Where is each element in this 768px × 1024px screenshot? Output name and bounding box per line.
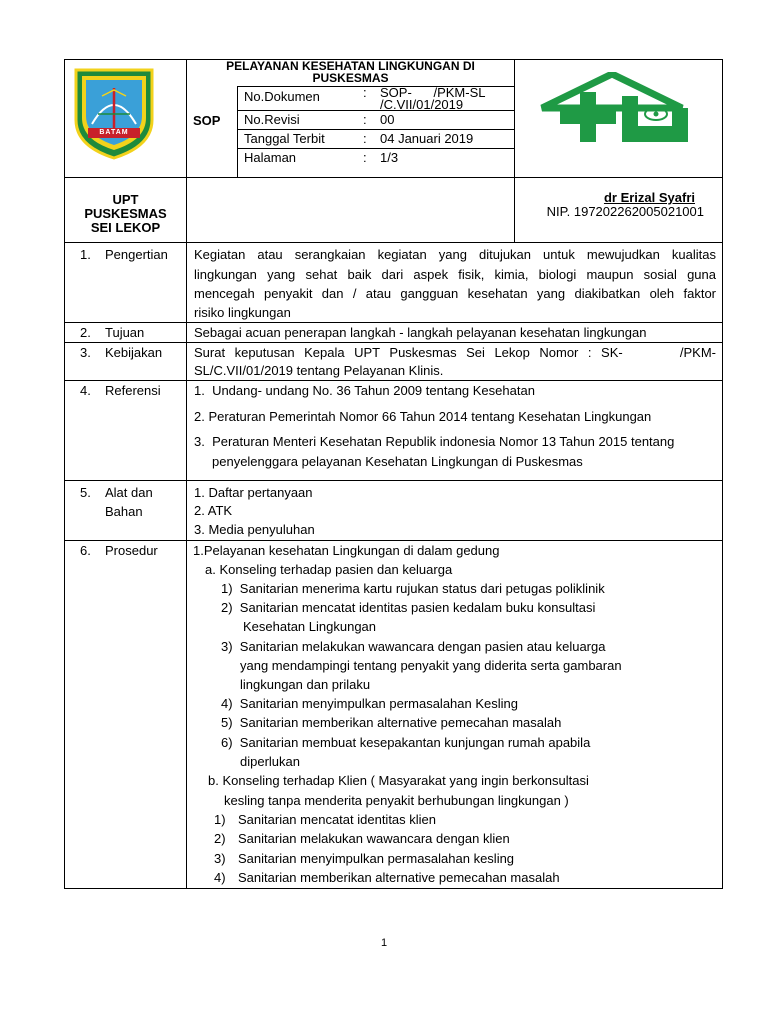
alat-item: 3. Media penyuluhan xyxy=(194,522,315,537)
prosedur-b-text: Sanitarian mencatat identitas klien xyxy=(238,812,437,827)
prosedur-step-continued: lingkungan dan prilaku xyxy=(240,677,371,692)
referensi-item: 1. Undang- undang No. 36 Tahun 2009 tentang Kesehatan xyxy=(194,383,535,398)
label-no-revisi: No.Revisi xyxy=(244,112,300,127)
unit-line3: SEI LEKOP xyxy=(90,220,161,235)
signer-name: dr Erizal Syafri xyxy=(603,190,695,205)
referensi-item: 2. Peraturan Pemerintah Nomor 66 Tahun 2014 tentang Kesehatan Lingkungan xyxy=(194,409,652,424)
label-halaman: Halaman xyxy=(244,150,297,165)
kebijakan-line1: Surat keputusan Kepala UPT Puskesmas Sei Lekop Nomor : SK- /PKM- xyxy=(194,345,716,360)
value-tanggal-terbit: 04 Januari 2019 xyxy=(380,131,474,146)
puskesmas-logo xyxy=(540,72,700,144)
prosedur-b-text: Sanitarian menyimpulkan permasalahan kesling xyxy=(238,851,515,866)
document-title-line2: PUSKESMAS xyxy=(312,71,389,85)
alat-item: 1. Daftar pertanyaan xyxy=(194,485,313,500)
label-tanggal-terbit: Tanggal Terbit xyxy=(244,131,325,146)
section-label: Referensi xyxy=(105,383,161,398)
signer-nip: NIP. 197202262005021001 xyxy=(546,204,704,219)
batam-logo xyxy=(72,66,156,160)
logo-text: BATAM xyxy=(99,129,129,136)
section-num: 1. xyxy=(80,247,91,262)
prosedur-sub-b: b. Konseling terhadap Klien ( Masyarakat yang ingin berkonsultasi xyxy=(208,773,589,788)
section-label: Pengertian xyxy=(105,247,168,262)
section-label: Alat dan xyxy=(105,485,153,500)
section-num: 3. xyxy=(80,345,91,360)
prosedur-step: 2) Sanitarian mencatat identitas pasien kedalam buku konsultasi xyxy=(221,600,596,615)
pengertian-line: lingkungan yang sehat baik dari aspek fisik, kimia, biologi maupun sosial guna xyxy=(194,267,716,282)
prosedur-b-num: 4) xyxy=(214,870,226,885)
section-label: Bahan xyxy=(105,504,143,519)
pengertian-line: risiko lingkungan xyxy=(194,305,291,320)
prosedur-b-text: Sanitarian melakukan wawancara dengan klien xyxy=(238,831,510,846)
document-title-line1: PELAYANAN KESEHATAN LINGKUNGAN DI xyxy=(226,59,475,73)
section-num: 5. xyxy=(80,485,91,500)
page-number: 1 xyxy=(380,937,388,949)
prosedur-sub-a: a. Konseling terhadap pasien dan keluarga xyxy=(205,562,453,577)
kebijakan-line2: SL/C.VII/01/2019 tentang Pelayanan Klinis. xyxy=(194,363,444,378)
value-no-revisi: 00 xyxy=(380,112,395,127)
section-num: 2. xyxy=(80,325,91,340)
label-no-dokumen: No.Dokumen xyxy=(244,89,320,104)
prosedur-b-num: 3) xyxy=(214,851,226,866)
prosedur-step: 4) Sanitarian menyimpulkan permasalahan Kesling xyxy=(221,696,518,711)
sep-no-dokumen: : xyxy=(363,85,367,100)
section-num: 6. xyxy=(80,543,91,558)
prosedur-step-continued: Kesehatan Lingkungan xyxy=(243,619,377,634)
prosedur-step-continued: diperlukan xyxy=(240,754,300,769)
sep-tanggal-terbit: : xyxy=(363,131,367,146)
prosedur-b-num: 1) xyxy=(214,812,226,827)
unit-line1: UPT xyxy=(112,192,139,207)
section-label: Prosedur xyxy=(105,543,158,558)
value-halaman: 1/3 xyxy=(380,150,399,165)
sep-halaman: : xyxy=(363,150,367,165)
sop-label: SOP xyxy=(193,113,221,128)
section-num: 4. xyxy=(80,383,91,398)
pengertian-line: mencegah penyakit dan / atau gangguan kesehatan yang diakibatkan oleh faktor xyxy=(194,286,716,301)
prosedur-step: 1) Sanitarian menerima kartu rujukan status dari petugas poliklinik xyxy=(221,581,605,596)
prosedur-b-text: Sanitarian memberikan alternative pemecahan masalah xyxy=(238,870,560,885)
prosedur-sub-b-continued: kesling tanpa menderita penyakit berhubungan lingkungan ) xyxy=(224,793,569,808)
sep-no-revisi: : xyxy=(363,112,367,127)
prosedur-step: 3) Sanitarian melakukan wawancara dengan pasien atau keluarga xyxy=(221,639,606,654)
unit-line2: PUSKESMAS xyxy=(84,206,167,221)
prosedur-step: 5) Sanitarian memberikan alternative pemecahan masalah xyxy=(221,715,562,730)
referensi-item-continued: penyelenggara pelayanan Kesehatan Lingkungan di Puskesmas xyxy=(212,454,583,469)
pengertian-line: Kegiatan atau serangkaian kegiatan yang ditujukan untuk mewujudkan kualitas xyxy=(194,247,716,262)
referensi-item: 3. Peraturan Menteri Kesehatan Republik indonesia Nomor 13 Tahun 2015 tentang xyxy=(194,434,675,449)
value-no-dokumen-line2: /C.VII/01/2019 xyxy=(380,97,464,112)
prosedur-step-continued: yang mendampingi tentang penyakit yang diderita serta gambaran xyxy=(240,658,622,673)
section-label: Tujuan xyxy=(105,325,145,340)
prosedur-heading: 1.Pelayanan kesehatan Lingkungan di dalam gedung xyxy=(193,543,500,558)
prosedur-step: 6) Sanitarian membuat kesepakantan kunjungan rumah apabila xyxy=(221,735,591,750)
tujuan-text: Sebagai acuan penerapan langkah - langkah pelayanan kesehatan lingkungan xyxy=(194,325,647,340)
value-no-dokumen-line1: SOP- /PKM-SL xyxy=(380,85,486,100)
alat-item: 2. ATK xyxy=(194,503,233,518)
section-label: Kebijakan xyxy=(105,345,163,360)
prosedur-b-num: 2) xyxy=(214,831,226,846)
